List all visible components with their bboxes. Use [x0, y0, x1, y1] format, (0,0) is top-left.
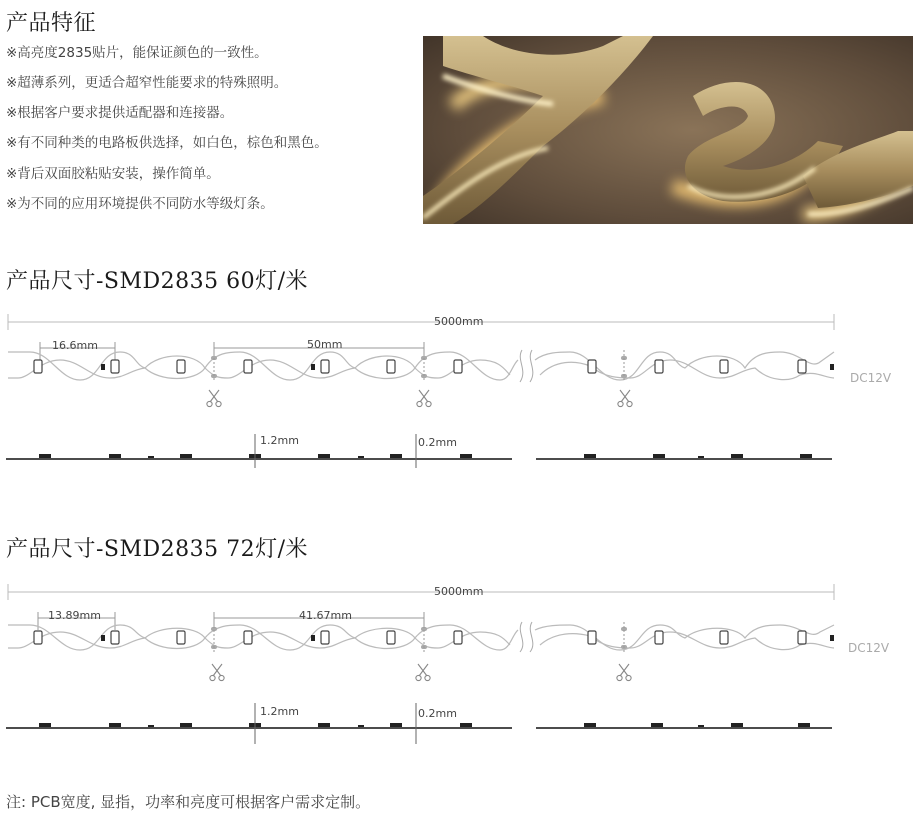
scissors-icon — [417, 390, 431, 407]
feature-item-5: ※背后双面胶粘贴安装，操作简单。 — [6, 166, 220, 182]
gap-label-72: 0.2mm — [418, 707, 457, 720]
led-chip-icon — [321, 631, 329, 644]
led-chip-icon — [111, 631, 119, 644]
led-chip-icon — [720, 631, 728, 644]
total-length-label-60: 5000mm — [434, 315, 484, 328]
profile-led — [109, 454, 121, 458]
strip-bottom-edge-2 — [540, 360, 834, 380]
height-label-72: 1.2mm — [260, 705, 299, 718]
led-chip-icon — [454, 360, 462, 373]
led-chip-icon — [655, 360, 663, 373]
profile-led — [318, 723, 330, 727]
led-chip-icon — [588, 631, 596, 644]
scissors-icon — [210, 664, 224, 681]
led-chip-icon — [720, 360, 728, 373]
profile-resistor — [148, 456, 154, 458]
profile-led — [653, 454, 665, 458]
height-label-60: 1.2mm — [260, 434, 299, 447]
led-chip-icon — [655, 631, 663, 644]
feature-item-1: ※高亮度2835贴片，能保证颜色的一致性。 — [6, 45, 268, 61]
product-72-title: 产品尺寸-SMD2835 72灯/米 — [6, 537, 309, 562]
led-chip-icon — [34, 631, 42, 644]
led-chip-icon — [111, 360, 119, 373]
profile-resistor — [148, 725, 154, 727]
pitch-label-72: 13.89mm — [48, 609, 101, 622]
profile-led — [584, 454, 596, 458]
profile-resistor — [358, 456, 364, 458]
led-chip-icon — [798, 360, 806, 373]
resistor-icon — [830, 364, 834, 370]
profile-led — [39, 723, 51, 727]
profile-led — [651, 723, 663, 727]
resistor-icon — [311, 364, 315, 370]
profile-led — [180, 454, 192, 458]
resistor-icon — [311, 635, 315, 641]
feature-item-6: ※为不同的应用环境提供不同防水等级灯条。 — [6, 196, 274, 212]
profile-resistor — [358, 725, 364, 727]
strip-top-edge-2 — [535, 625, 834, 650]
profile-led — [460, 454, 472, 458]
led-chip-icon — [244, 360, 252, 373]
profile-led — [318, 454, 330, 458]
voltage-label-72: DC12V — [848, 641, 890, 655]
profile-led — [584, 723, 596, 727]
profile-led — [800, 454, 812, 458]
break-mark-left — [520, 350, 523, 382]
product-photo — [423, 36, 913, 224]
led-chip-icon — [454, 631, 462, 644]
gap-label-60: 0.2mm — [418, 436, 457, 449]
profile-resistor — [698, 725, 704, 727]
profile-led — [798, 723, 810, 727]
break-mark-right — [530, 622, 533, 652]
footnote: 注: PCB宽度, 显指，功率和亮度可根据客户需求定制。 — [6, 793, 371, 811]
resistor-icon — [830, 635, 834, 641]
led-chip-icon — [588, 360, 596, 373]
profile-led — [109, 723, 121, 727]
led-chip-icon — [177, 631, 185, 644]
profile-resistor — [698, 456, 704, 458]
voltage-label-60: DC12V — [850, 371, 892, 385]
feature-item-4: ※有不同种类的电路板供选择，如白色，棕色和黑色。 — [6, 135, 328, 151]
product-60-title: 产品尺寸-SMD2835 60灯/米 — [6, 269, 309, 294]
total-length-label-72: 5000mm — [434, 585, 484, 598]
scissors-icon — [207, 390, 221, 407]
profile-led — [731, 454, 743, 458]
resistor-icon — [101, 635, 105, 641]
strip-bottom-edge — [8, 360, 510, 379]
led-chip-icon — [34, 360, 42, 373]
feature-item-2: ※超薄系列，更适合超窄性能要求的特殊照明。 — [6, 75, 288, 91]
led-chip-icon — [387, 360, 395, 373]
features-title: 产品特征 — [6, 11, 97, 36]
profile-led — [39, 454, 51, 458]
segment-label-60: 50mm — [307, 338, 343, 351]
pitch-label-60: 16.6mm — [52, 339, 98, 352]
profile-led — [180, 723, 192, 727]
break-mark-left — [520, 622, 523, 652]
strip-bottom-edge — [8, 632, 510, 649]
feature-item-3: ※根据客户要求提供适配器和连接器。 — [6, 105, 234, 121]
segment-label-72: 41.67mm — [299, 609, 352, 622]
scissors-icon — [617, 664, 631, 681]
led-chip-icon — [244, 631, 252, 644]
break-mark-right — [530, 350, 533, 382]
led-chip-icon — [387, 631, 395, 644]
led-chip-icon — [321, 360, 329, 373]
scissors-icon — [416, 664, 430, 681]
resistor-icon — [101, 364, 105, 370]
strip-bottom-edge-2 — [540, 632, 834, 650]
strip-top-edge — [8, 625, 518, 650]
profile-led — [731, 723, 743, 727]
strip-top-edge — [8, 352, 518, 380]
led-chip-icon — [177, 360, 185, 373]
profile-led — [390, 723, 402, 727]
strip-top-edge-2 — [535, 352, 834, 380]
scissors-icon — [618, 390, 632, 407]
profile-led — [460, 723, 472, 727]
led-chip-icon — [798, 631, 806, 644]
profile-led — [390, 454, 402, 458]
